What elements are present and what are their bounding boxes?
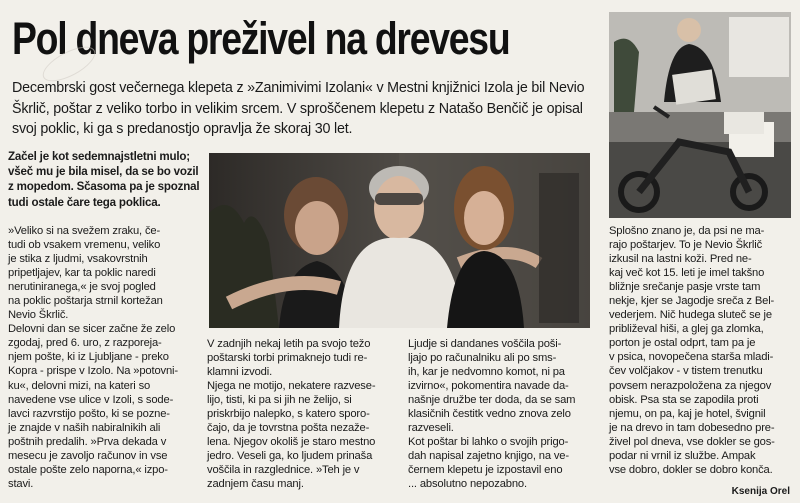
text-line: dah napisal zajetno knjigo, na ve- <box>408 450 569 463</box>
text-line: razveseli. <box>408 422 454 435</box>
article-column-4 <box>609 224 794 477</box>
text-line: bližnje srečanje pasje vrste tam <box>609 281 761 294</box>
text-line: V zadnjih nekaj letih pa svojo težo <box>207 338 371 350</box>
text-line: zgodaj, pred 6. uro, z razporeja- <box>8 337 162 350</box>
text-line: vederjem. Nič hudega sluteč se je <box>609 309 772 322</box>
intro-line: z mopedom. Sčasoma pa je spoznal <box>8 180 200 194</box>
text-line: na poklic poštarja strnil kortežan <box>8 295 163 308</box>
text-line: priskrbijo nalepko, s katero sporo- <box>207 408 370 421</box>
article-column-2 <box>207 337 402 492</box>
text-line: zadnjem času manj. <box>207 478 304 491</box>
text-line: mesecu je zavoljo računov in vse <box>8 449 168 462</box>
text-line: obisk. Psa sta se zapodila proti <box>609 393 759 406</box>
postman-on-moped-photo <box>609 12 791 218</box>
text-line: porton je ostal odprt, tam pa je <box>609 337 756 350</box>
text-line: vse dobro, dokler se dobro konča. <box>609 463 773 476</box>
text-line: Kopra - prispe v Izolo. Na »potovni- <box>8 365 178 378</box>
text-line: je stika z ljudmi, vsakovrstnih <box>8 253 148 266</box>
lead-line: Škrlič, poštar z veliko torbo in velikim srcem. V sproščenem klepetu z Natašo Benčič je opisal <box>12 100 583 117</box>
side-photo <box>609 12 791 218</box>
text-line: tudi ob vsakem vremenu, veliko <box>8 239 161 252</box>
text-line: pripetljajev, kar ta poklic naredi <box>8 267 156 280</box>
text-line: našnje družbe ter doda, da se sam <box>408 394 576 407</box>
text-line: njemu, on pa, kaj je hotel, švignil <box>609 407 766 420</box>
text-line: ostale pošte zelo naporna,« izpo- <box>8 463 168 476</box>
article-lead <box>12 78 608 140</box>
text-line: nerutiniranega,« je svoj pogled <box>8 281 156 294</box>
text-line: Splošno znano je, da psi ne ma- <box>609 225 765 237</box>
article-column-1 <box>8 224 201 491</box>
article-intro <box>8 149 201 210</box>
group-photo <box>209 153 590 328</box>
text-line: klamni izvodi. <box>207 366 273 379</box>
text-line: lijo, tisti, ki pa si jih ne želijo, si <box>207 394 352 407</box>
text-line: navedene vse ulice v Izoli, s sode- <box>8 393 174 406</box>
lead-line: Decembrski gost večernega klepeta z »Zanimivimi Izolani« v Mestni knjižnici Izola je bil Nevio <box>12 80 585 96</box>
text-line: voščila in razglednice. »Teh je v <box>207 464 360 477</box>
text-line: izkusil na lastni koži. Pred ne- <box>609 253 752 266</box>
text-line: nekje, kjer se Jagodje sreča z Bel- <box>609 295 775 308</box>
text-line: ih, kar je nedvomno komot, ni pa <box>408 366 565 379</box>
text-line: približeval hiši, a glej ga zlomka, <box>609 323 764 336</box>
text-line: poštarski torbi primaknejo tudi re- <box>207 352 368 365</box>
text-line: izvirno«, pokomentira navade da- <box>408 380 569 393</box>
text-line: Ljudje si dandanes voščila poši- <box>408 338 562 350</box>
text-line: ... absolutno nepozabno. <box>408 478 527 491</box>
text-line: čajo, da je tovrstna pošta nezaže- <box>207 422 370 435</box>
text-line: lena. Njegov okoliš je staro mestno <box>207 436 376 449</box>
author-byline: Ksenija Orel <box>731 486 790 497</box>
text-line: stavi. <box>8 477 34 490</box>
text-line: živel pol dneva, vse dokler se gos- <box>609 435 775 448</box>
text-line: jedro. Veseli ga, ko ljudem prinaša <box>207 450 373 463</box>
text-line: je na drevo in tam dobesedno pre- <box>609 421 775 434</box>
intro-line: tudi ostale čare tega poklica. <box>8 195 161 209</box>
text-line: v psica, novopečena starša mladi- <box>609 351 774 364</box>
text-line: poštnih predalih. »Prva dekada v <box>8 435 167 448</box>
text-line: ku«, delovni mizi, na kateri so <box>8 379 151 392</box>
three-people-portrait-photo <box>209 153 590 328</box>
text-line: povsem nerazpoložena za njegov <box>609 379 772 392</box>
text-line: Njega ne motijo, nekatere razvese- <box>207 380 376 393</box>
text-line: Nevio Škrlič. <box>8 309 69 322</box>
text-line: Delovni dan se sicer začne že zelo <box>8 323 176 336</box>
text-line: podar ni vrnil iz službe. Ampak <box>609 449 756 462</box>
intro-line: Začel je kot sedemnajstletni mulo; <box>8 150 190 163</box>
text-line: kaj več kot 15. leti je imel takšno <box>609 267 765 280</box>
text-line: lavci razvrstijo pošto, ki se pozne- <box>8 407 170 420</box>
text-line: njem pošte, ki iz Ljubljane - preko <box>8 351 169 364</box>
text-line: je znajde v naših nabiralnikih ali <box>8 421 161 434</box>
article-headline: Pol dneva preživel na drevesu <box>12 13 510 64</box>
text-line: »Veliko si na svežem zraku, če- <box>8 225 161 237</box>
lead-line: svoj poklic, ki ga s predanostjo opravlja že skoraj 30 let. <box>12 121 353 137</box>
text-line: černem klepetu je izpostavil eno <box>408 464 563 477</box>
text-line: rajo poštarjev. To je Nevio Škrlič <box>609 239 763 252</box>
text-line: ljajo po računalniku ali po sms- <box>408 352 557 365</box>
text-line: klasičnih čestitk vedno znova zelo <box>408 408 571 421</box>
article-column-3 <box>408 337 603 492</box>
intro-line: všeč mu je bila misel, da se bo vozil <box>8 165 199 179</box>
text-line: Kot poštar bi lahko o svojih prigo- <box>408 436 569 449</box>
text-line: čev volčjakov - v tistem trenutku <box>609 365 763 378</box>
